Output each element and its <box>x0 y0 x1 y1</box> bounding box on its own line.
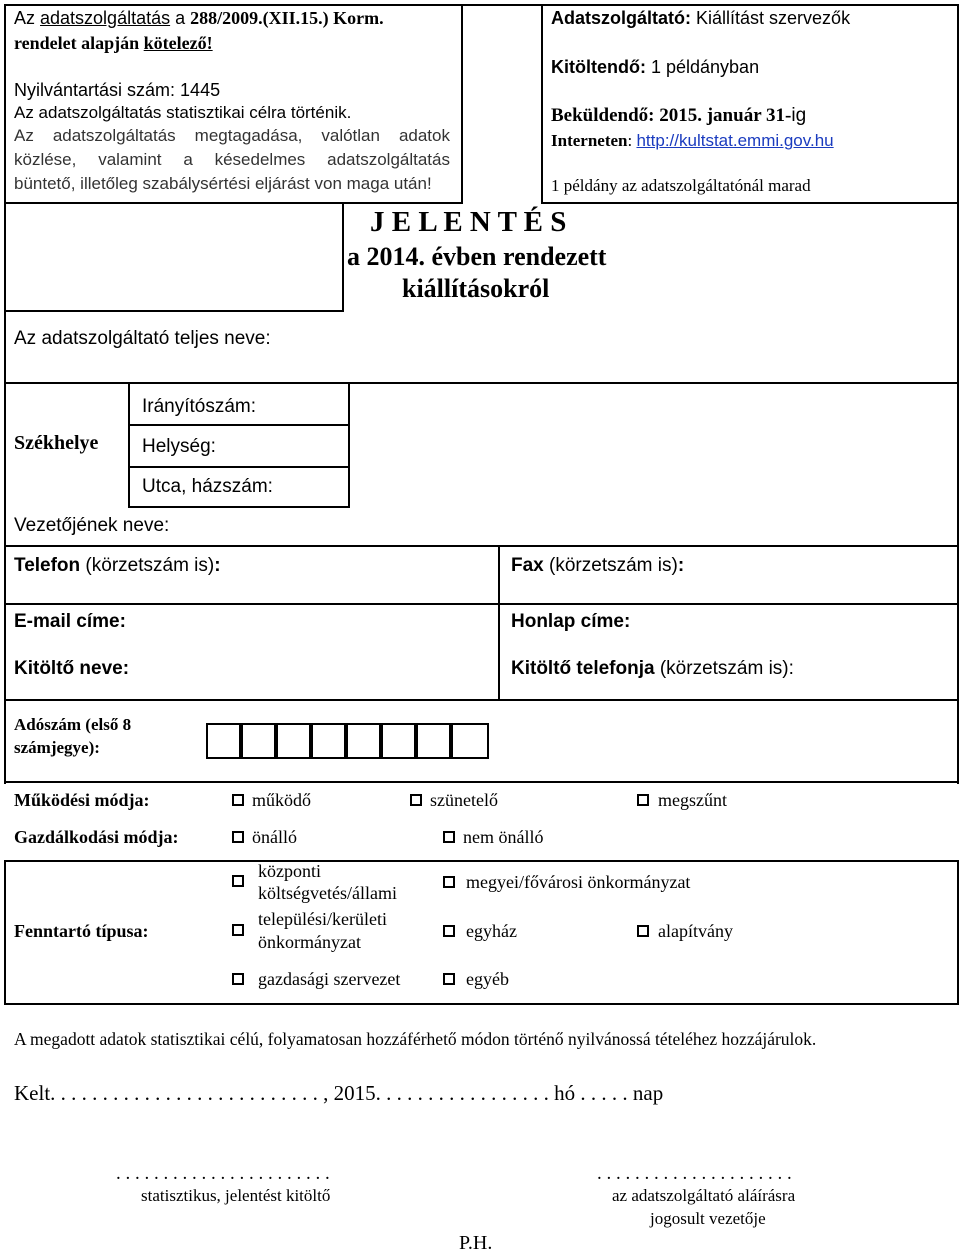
management-dependent-label: nem önálló <box>463 827 544 847</box>
email-label: E-mail címe: <box>14 611 126 632</box>
filler-phone-label: Kitöltő telefonja (körzetszám is): <box>511 658 794 679</box>
maintainer-central-line2: költségvetés/állami <box>258 883 397 903</box>
legal-basis-line1: Az adatszolgáltatás a 288/2009.(XII.15.) Korm. <box>14 8 384 28</box>
operation-ceased-checkbox[interactable] <box>637 794 649 806</box>
maintainer-other-label: egyéb <box>466 969 509 989</box>
signature-dots-right: . . . . . . . . . . . . . . . . . . . . . <box>597 1163 792 1184</box>
management-label: Gazdálkodási módja: <box>14 827 179 847</box>
operation-active-label: működő <box>252 790 312 810</box>
fill-count-line: Kitöltendő: 1 példányban <box>551 57 760 77</box>
maintainer-church-checkbox[interactable] <box>443 925 455 937</box>
provider-line: Adatszolgáltató: Kiállítást szervezők <box>551 8 851 28</box>
tax-digit-box[interactable] <box>311 723 346 759</box>
registry-number: Nyilvántartási szám: 1445 <box>14 80 221 100</box>
fax-label: Fax (körzetszám is): <box>511 555 685 576</box>
tax-digit-box[interactable] <box>206 723 241 759</box>
internet-line: Interneten: http://kultstat.emmi.gov.hu <box>551 131 834 150</box>
deadline-line: Beküldendő: 2015. január 31-ig <box>551 105 807 126</box>
homepage-label: Honlap címe: <box>511 611 631 632</box>
signature-dots-left: . . . . . . . . . . . . . . . . . . . . . . . <box>116 1163 330 1184</box>
street-label: Utca, házszám: <box>142 476 273 497</box>
tax-digit-box[interactable] <box>416 723 451 759</box>
operation-ceased-label: megszűnt <box>658 790 727 810</box>
head-name-field[interactable] <box>200 508 950 544</box>
signature-caption-right-line1: az adatszolgáltató aláírásra <box>612 1186 796 1205</box>
maintainer-business-checkbox[interactable] <box>232 973 244 985</box>
maintainer-church-label: egyház <box>466 921 517 941</box>
stamp-placeholder: P.H. <box>459 1232 493 1254</box>
operation-paused-label: szünetelő <box>430 790 498 810</box>
maintainer-foundation-label: alapítvány <box>658 921 733 941</box>
operation-paused-checkbox[interactable] <box>410 794 422 806</box>
legal-basis-line2: rendelet alapján kötelező! <box>14 33 213 53</box>
date-line: Kelt. . . . . . . . . . . . . . . . . . . . . . . . . . , 2015. . . . . . . . . . . . . . . . . hó . . . . . nap <box>14 1081 664 1105</box>
maintainer-county-checkbox[interactable] <box>443 876 455 888</box>
street-field[interactable] <box>350 468 950 506</box>
kultstat-link[interactable]: http://kultstat.emmi.gov.hu <box>636 131 834 150</box>
management-independent-label: önálló <box>252 827 297 847</box>
full-name-field[interactable] <box>320 320 950 375</box>
operation-active-checkbox[interactable] <box>232 794 244 806</box>
report-title: J E L E N T É S <box>370 206 567 238</box>
maintainer-county-label: megyei/fővárosi önkormányzat <box>466 872 691 892</box>
report-subtitle-2: kiállításokról <box>402 274 550 303</box>
management-independent-checkbox[interactable] <box>232 831 244 843</box>
tax-digit-box[interactable] <box>381 723 416 759</box>
operation-label: Működési módja: <box>14 790 150 810</box>
maintainer-label: Fenntartó típusa: <box>14 921 149 941</box>
tax-digit-box[interactable] <box>451 723 489 759</box>
city-field[interactable] <box>350 426 950 466</box>
copy-note: 1 példány az adatszolgáltatónál marad <box>551 176 811 195</box>
maintainer-business-label: gazdasági szervezet <box>258 969 401 989</box>
warning-line2: közlése, valamint a késedelmes adatszolgáltatás <box>14 150 450 169</box>
head-name-label: Vezetőjének neve: <box>14 515 170 536</box>
maintainer-other-checkbox[interactable] <box>443 973 455 985</box>
maintainer-central-checkbox[interactable] <box>232 875 244 887</box>
signature-caption-right-line2: jogosult vezetője <box>650 1209 766 1228</box>
tax-label-line2: számjegye): <box>14 738 100 757</box>
management-dependent-checkbox[interactable] <box>443 831 455 843</box>
report-subtitle: a 2014. évben rendezett <box>347 242 607 271</box>
tax-digit-box[interactable] <box>276 723 311 759</box>
maintainer-central-line1: központi <box>258 861 321 881</box>
phone-label: Telefon (körzetszám is): <box>14 555 221 576</box>
maintainer-local-line1: települési/kerületi <box>258 909 387 929</box>
regulation-link[interactable]: adatszolgáltatás <box>40 8 171 28</box>
tax-label-line1: Adószám (első 8 <box>14 715 132 734</box>
maintainer-foundation-checkbox[interactable] <box>637 925 649 937</box>
seat-label: Székhelye <box>14 432 99 454</box>
consent-statement: A megadott adatok statisztikai célú, folyamatosan hozzáférhető módon történő nyilvánossá tételéhez hozzájárulok. <box>14 1029 817 1049</box>
maintainer-local-checkbox[interactable] <box>232 924 244 936</box>
tax-digit-box[interactable] <box>241 723 276 759</box>
tax-digit-box[interactable] <box>346 723 381 759</box>
zip-field[interactable] <box>350 384 950 424</box>
city-label: Helység: <box>142 436 216 457</box>
warning-line1: Az adatszolgáltatás megtagadása, valótlan adatok <box>14 126 450 145</box>
filler-name-label: Kitöltő neve: <box>14 658 130 679</box>
signature-caption-left: statisztikus, jelentést kitöltő <box>141 1186 331 1205</box>
zip-label: Irányítószám: <box>142 396 257 417</box>
warning-line3: büntető, illetőleg szabálysértési eljárást von maga után! <box>14 174 432 193</box>
maintainer-local-line2: önkormányzat <box>258 932 361 952</box>
statistical-purpose: Az adatszolgáltatás statisztikai célra történik. <box>14 103 352 122</box>
full-name-label: Az adatszolgáltató teljes neve: <box>14 328 271 349</box>
